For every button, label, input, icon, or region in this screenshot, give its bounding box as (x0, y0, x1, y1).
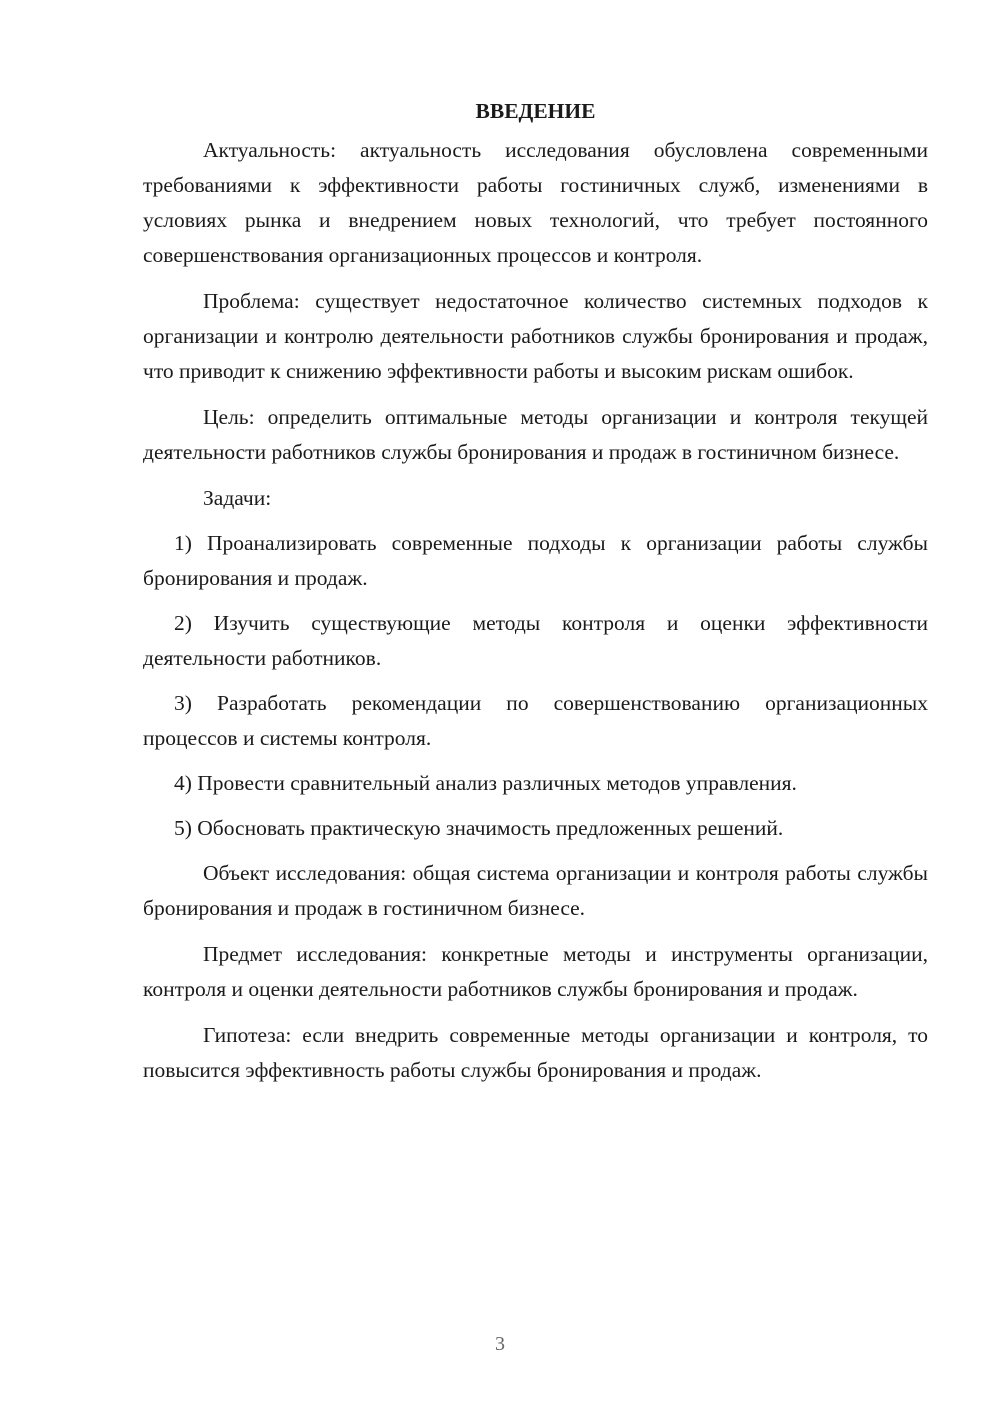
document-body (143, 95, 928, 1099)
task-item-2: 2) Изучить существующие методы контроля и оценки эффективности деятельности работников. (143, 611, 928, 670)
task-item-5: 5) Обосновать практическую значимость предложенных решений. (174, 816, 784, 840)
task-item-1: 1) Проанализировать современные подходы к организации работы службы бронирования и продаж. (143, 531, 928, 590)
page-number: 3 (495, 1333, 505, 1355)
task-item-3: 3) Разработать рекомендации по совершенствованию организационных процессов и системы контроля. (143, 691, 928, 750)
paragraph-relevance: Актуальность: актуальность исследования обусловлена современными требованиями к эффективности работы гостиничных служб, изменениями в условиях рынка и внедрением новых технологий, что требует постоянного совершенствования организационных процессов и контроля. (143, 138, 928, 267)
paragraph-problem: Проблема: существует недостаточное количество системных подходов к организации и контролю деятельности работников службы бронирования и продаж, что приводит к снижению эффективности работы и высоким рискам ошибок. (143, 289, 928, 383)
paragraph-goal: Цель: определить оптимальные методы организации и контроля текущей деятельности работников службы бронирования и продаж в гостиничном бизнесе. (143, 405, 928, 464)
paragraph-subject: Предмет исследования: конкретные методы и инструменты организации, контроля и оценки деятельности работников службы бронирования и продаж. (143, 942, 928, 1001)
tasks-heading: Задачи: (203, 486, 272, 510)
task-item-4: 4) Провести сравнительный анализ различных методов управления. (174, 771, 797, 795)
paragraph-object: Объект исследования: общая система организации и контроля работы службы бронирования и продаж в гостиничном бизнесе. (143, 861, 928, 920)
paragraph-hypothesis: Гипотеза: если внедрить современные методы организации и контроля, то повысится эффективность работы службы бронирования и продаж. (143, 1023, 928, 1082)
section-title: ВВЕДЕНИЕ (475, 99, 596, 123)
